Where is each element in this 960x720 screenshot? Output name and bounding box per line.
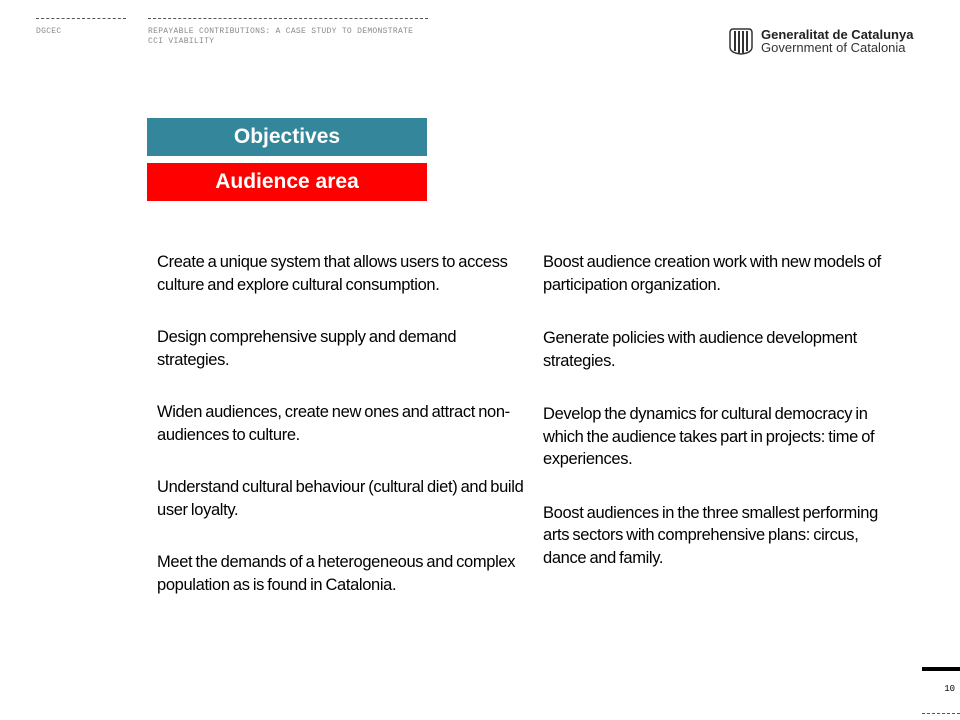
objective-item: Boost audiences in the three smallest performing arts sectors with comprehensive plans: circus, dance and family. — [543, 503, 878, 567]
objective-item: Develop the dynamics for cultural democracy in which the audience takes part in projects: time of experiences. — [543, 405, 875, 468]
footer-divider — [922, 713, 960, 714]
header-code-block — [36, 18, 126, 37]
header-title-block — [148, 18, 428, 47]
footer-bar — [922, 667, 960, 671]
header-divider — [148, 18, 428, 19]
objective-item: Understand cultural behaviour (cultural diet) and build user loyalty. — [157, 478, 524, 519]
logo-name-english: Government of Catalonia — [761, 40, 906, 55]
logo-name-catalan: Generalitat de Catalunya — [761, 27, 914, 42]
objectives-heading: Objectives — [147, 118, 427, 156]
catalan-flag-emblem-icon — [729, 27, 753, 55]
left-objectives-list — [157, 251, 527, 626]
header-divider — [36, 18, 126, 19]
objective-item: Create a unique system that allows users to access culture and explore cultural consumption. — [157, 253, 508, 294]
generalitat-logo — [729, 27, 913, 55]
objective-item: Design comprehensive supply and demand strategies. — [157, 328, 457, 369]
right-objectives-list — [543, 251, 888, 600]
objective-item: Boost audience creation work with new models of participation organization. — [543, 253, 881, 294]
page-number: 10 — [944, 684, 955, 694]
objective-item: Generate policies with audience development strategies. — [543, 329, 857, 370]
audience-area-heading: Audience area — [147, 163, 427, 201]
objective-item: Widen audiences, create new ones and attract non-audiences to culture. — [157, 403, 510, 444]
header-title: REPAYABLE CONTRIBUTIONS: A CASE STUDY TO DEMONSTRATE CCI VIABILITY — [148, 27, 414, 46]
objective-item: Meet the demands of a heterogeneous and complex population as is found in Catalonia. — [157, 553, 516, 594]
header-code: DGCEC — [36, 27, 62, 36]
